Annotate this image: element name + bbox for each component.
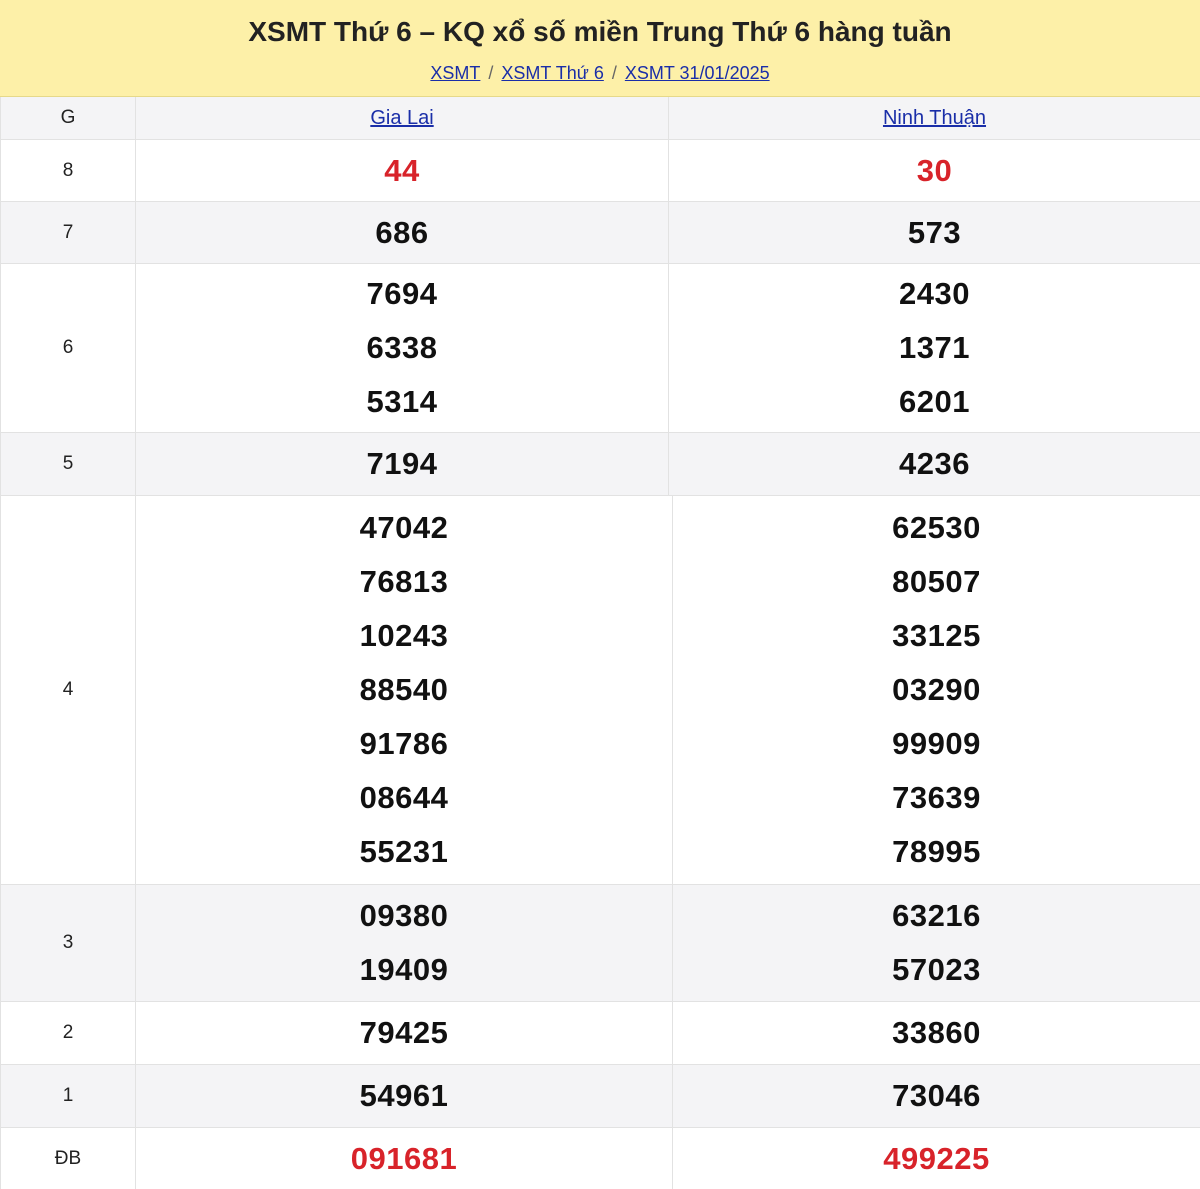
breadcrumb <box>0 61 1200 85</box>
result-cell-gia-lai <box>135 885 672 1001</box>
result-cell-ninh-thuan <box>672 1128 1200 1189</box>
prize-label: 8 <box>0 140 135 201</box>
result-cell-gia-lai <box>135 433 668 495</box>
result-cell-gia-lai <box>135 496 672 884</box>
table-row-prize-5 <box>0 433 1200 496</box>
result-number: 7194 <box>366 446 438 481</box>
result-number: 6201 <box>899 384 970 419</box>
prize-label: 7 <box>0 202 135 263</box>
prize-label: 1 <box>0 1065 135 1127</box>
result-cell-ninh-thuan <box>668 433 1200 495</box>
province-link-gia-lai[interactable]: Gia Lai <box>370 106 434 129</box>
result-number: 499225 <box>883 1140 990 1176</box>
table-row-prize-8 <box>0 140 1200 202</box>
result-cell-ninh-thuan <box>668 202 1200 263</box>
result-cell-ninh-thuan <box>668 140 1200 201</box>
result-number: 80507 <box>892 564 981 599</box>
result-number: 09380 <box>359 898 449 933</box>
header-province-ninh-thuan <box>668 97 1200 139</box>
page-title: XSMT Thứ 6 – KQ xổ số miền Trung Thứ 6 hàng tuần <box>248 16 952 47</box>
prize-label: 6 <box>0 264 135 432</box>
table-row-prize-4 <box>0 496 1200 885</box>
result-number: 62530 <box>892 510 981 545</box>
result-cell-gia-lai <box>135 202 668 263</box>
result-number: 4236 <box>899 446 970 481</box>
result-number: 1371 <box>899 330 970 365</box>
result-cell-ninh-thuan <box>672 1065 1200 1127</box>
result-number: 44 <box>384 152 420 188</box>
result-number: 10243 <box>359 618 449 653</box>
breadcrumb-separator: / <box>488 63 494 83</box>
result-number: 99909 <box>892 726 981 761</box>
breadcrumb-link-xsmt-thu-6[interactable]: XSMT Thứ 6 <box>501 63 604 83</box>
result-number: 7694 <box>366 276 438 311</box>
result-number: 73046 <box>892 1078 981 1113</box>
result-number: 76813 <box>359 564 449 599</box>
province-link-ninh-thuan[interactable]: Ninh Thuận <box>882 106 987 129</box>
result-number: 30 <box>916 152 953 188</box>
prize-label: 2 <box>0 1002 135 1064</box>
result-number: 78995 <box>892 834 981 869</box>
result-cell-gia-lai <box>135 140 668 201</box>
result-number: 54961 <box>359 1078 449 1113</box>
prize-label: 3 <box>0 885 135 1001</box>
result-number: 091681 <box>350 1140 458 1176</box>
result-number: 79425 <box>359 1015 449 1050</box>
result-number: 2430 <box>899 276 970 311</box>
table-row-prize-special <box>0 1128 1200 1189</box>
prize-label: 5 <box>0 433 135 495</box>
result-number: 03290 <box>892 672 981 707</box>
result-cell-ninh-thuan <box>672 1002 1200 1064</box>
result-number: 686 <box>375 214 429 250</box>
page-header <box>0 0 1200 97</box>
prize-label: ĐB <box>0 1128 135 1189</box>
table-row-prize-1 <box>0 1065 1200 1128</box>
prize-label: 4 <box>0 496 135 884</box>
table-header-row <box>0 97 1200 140</box>
result-cell-gia-lai <box>135 1065 672 1127</box>
result-number: 91786 <box>359 726 449 761</box>
result-cell-ninh-thuan <box>672 885 1200 1001</box>
result-cell-ninh-thuan <box>668 264 1200 432</box>
result-cell-gia-lai <box>135 264 668 432</box>
result-number: 5314 <box>366 384 438 419</box>
result-number: 573 <box>907 214 962 250</box>
result-number: 19409 <box>359 952 449 987</box>
result-number: 33125 <box>892 618 981 653</box>
result-number: 47042 <box>359 510 449 545</box>
breadcrumb-separator: / <box>611 63 617 83</box>
result-number: 57023 <box>892 952 981 987</box>
result-cell-gia-lai <box>135 1128 672 1189</box>
table-row-prize-7 <box>0 202 1200 264</box>
header-prize-label: G <box>0 97 135 139</box>
result-number: 88540 <box>359 672 449 707</box>
table-row-prize-6 <box>0 264 1200 433</box>
result-number: 63216 <box>892 898 981 933</box>
table-row-prize-2 <box>0 1002 1200 1065</box>
result-cell-ninh-thuan <box>672 496 1200 884</box>
table-row-prize-3 <box>0 885 1200 1002</box>
result-number: 55231 <box>359 834 449 869</box>
result-number: 6338 <box>366 330 438 365</box>
result-cell-gia-lai <box>135 1002 672 1064</box>
result-number: 73639 <box>892 780 981 815</box>
breadcrumb-link-xsmt[interactable]: XSMT <box>430 63 481 83</box>
result-number: 08644 <box>359 780 449 815</box>
header-province-gia-lai <box>135 97 668 139</box>
breadcrumb-link-xsmt-date[interactable]: XSMT 31/01/2025 <box>624 63 770 83</box>
result-number: 33860 <box>892 1015 981 1050</box>
